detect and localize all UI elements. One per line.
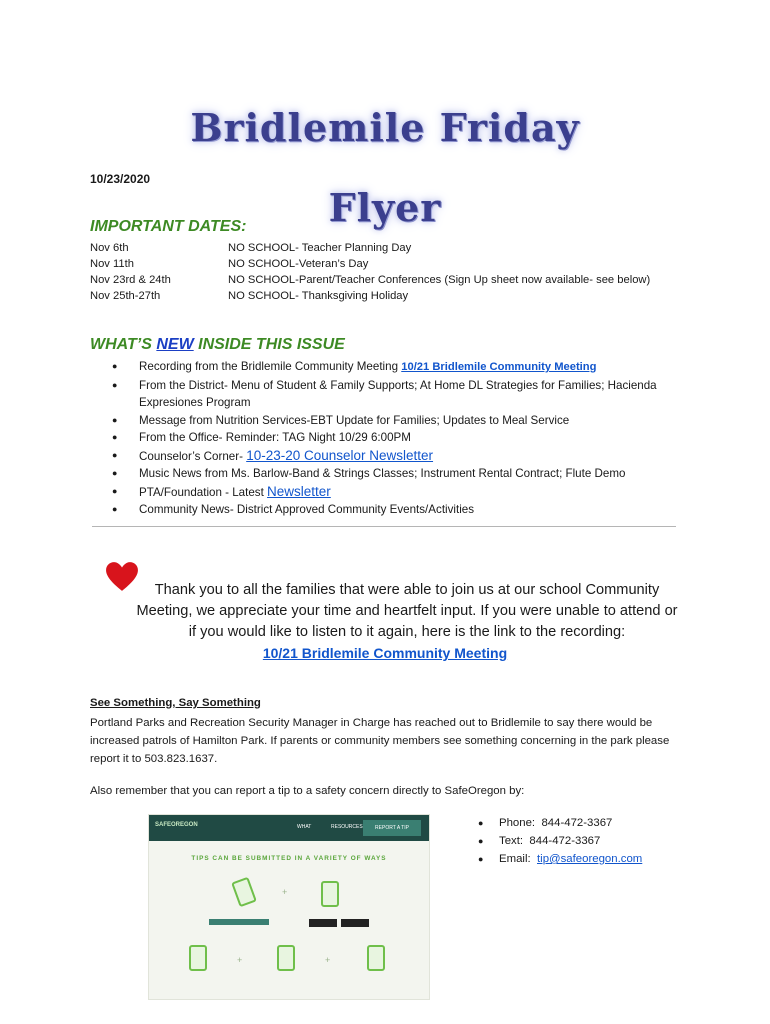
event-cell: NO SCHOOL-Parent/Teacher Conferences (Sign Up sheet now available- see below) <box>228 274 651 286</box>
list-item-text: Counselor’s Corner- <box>139 449 247 463</box>
date-cell: Nov 23rd & 24th <box>90 274 171 286</box>
list-item-text: Music News from Ms. Barlow-Band & Strings Classes; Instrument Rental Contract; Flute Demo <box>139 467 626 480</box>
plus-icon: + <box>325 955 331 965</box>
list-item-text: Message from Nutrition Services-EBT Update for Families; Updates to Meal Service <box>139 413 570 427</box>
see-something-heading: See Something, Say Something <box>90 697 261 709</box>
google-play-badge <box>341 919 369 927</box>
list-item-text: From the Office- Reminder: TAG Night 10/29 6:00PM <box>139 431 411 444</box>
list-item <box>478 814 642 832</box>
safeoregon-contacts <box>478 814 642 868</box>
safeoregon-nav-item: WHAT <box>297 824 312 830</box>
safeoregon-intro: Also remember that you can report a tip to a safety concern directly to SafeOregon by: <box>90 785 525 797</box>
contact-label: Phone: <box>499 817 536 829</box>
email-icon <box>367 945 385 971</box>
list-item <box>478 850 642 868</box>
phone-number: 844-472-3367 <box>541 817 613 829</box>
whats-new-heading-new: NEW <box>156 336 194 353</box>
event-cell: NO SCHOOL-Veteran’s Day <box>228 258 369 270</box>
app-icon <box>321 881 339 907</box>
event-cell: NO SCHOOL- Thanksgiving Holiday <box>228 290 409 302</box>
phone-icon <box>231 877 257 908</box>
list-item <box>478 832 642 850</box>
text-icon <box>277 945 295 971</box>
thank-you-text: Thank you to all the families that were able to join us at our school Community Meeting, we appreciate your time and heartfelt input. If you were unable to attend or if you would like to listen to it again, here is the link to the recording: <box>136 582 678 640</box>
list-item <box>112 412 702 430</box>
date-cell: Nov 25th-27th <box>90 290 161 302</box>
flyer-title-banner <box>180 88 590 230</box>
counselor-newsletter-link[interactable]: 10-23-20 Counselor Newsletter <box>246 447 434 463</box>
list-item <box>112 501 702 519</box>
list-item <box>112 377 702 412</box>
safeoregon-screenshot <box>148 814 430 1000</box>
text-number: 844-472-3367 <box>529 835 601 847</box>
list-item <box>112 465 702 483</box>
contact-label: Text: <box>499 835 524 847</box>
list-item-text: PTA/Foundation - Latest <box>139 485 268 499</box>
list-item <box>112 483 702 502</box>
list-item-text: From the District- Menu of Student & Family Supports; At Home DL Strategies for Families; Hacienda Expresiones Program <box>139 378 657 409</box>
whats-new-list <box>112 358 702 519</box>
thank-you-message <box>92 580 678 665</box>
issue-date: 10/23/2020 <box>90 172 151 186</box>
pta-newsletter-link[interactable]: Newsletter <box>267 483 331 499</box>
date-row <box>90 256 650 272</box>
list-item-text: Community News- District Approved Community Events/Activities <box>139 503 475 516</box>
section-divider <box>92 526 676 527</box>
whats-new-heading-post: INSIDE THIS ISSUE <box>193 336 345 353</box>
app-store-badge <box>309 919 337 927</box>
flyer-title: Bridlemile Friday Flyer <box>190 105 580 230</box>
web-button-graphic <box>209 919 269 925</box>
important-dates-heading: IMPORTANT DATES: <box>90 218 247 235</box>
date-cell: Nov 11th <box>90 258 134 270</box>
date-row <box>90 240 650 256</box>
contact-label: Email: <box>499 853 531 865</box>
list-item <box>112 358 702 377</box>
list-item <box>112 447 702 466</box>
safeoregon-report-tip: REPORT A TIP <box>363 820 421 836</box>
list-item <box>112 429 702 447</box>
safeoregon-header-bar <box>149 815 429 841</box>
whats-new-heading <box>90 336 345 354</box>
email-link[interactable]: tip@safeoregon.com <box>537 853 643 865</box>
safeoregon-nav-item: RESOURCES <box>331 824 363 830</box>
date-row <box>90 272 650 288</box>
plus-icon: + <box>282 887 288 897</box>
safeoregon-tagline: TIPS CAN BE SUBMITTED IN A VARIETY OF WAYS <box>191 855 387 862</box>
date-row <box>90 288 650 304</box>
plus-icon: + <box>237 955 243 965</box>
see-something-body: Portland Parks and Recreation Security Manager in Charge has reached out to Bridlemile to say there would be increased patrols of Hamilton Park. If parents or community members see something concerning in the park please report it to 503.823.1637. <box>90 717 670 765</box>
event-cell: NO SCHOOL- Teacher Planning Day <box>228 242 412 254</box>
recording-link[interactable]: 10/21 Bridlemile Community Meeting <box>262 645 508 661</box>
call-icon <box>189 945 207 971</box>
community-meeting-link[interactable]: 10/21 Bridlemile Community Meeting <box>401 361 597 373</box>
whats-new-heading-pre: WHAT’S <box>90 336 157 353</box>
list-item-text: Recording from the Bridlemile Community Meeting <box>139 360 402 373</box>
safeoregon-logo: SAFEOREGON <box>155 822 198 828</box>
date-cell: Nov 6th <box>90 242 129 254</box>
important-dates-table <box>90 240 650 304</box>
